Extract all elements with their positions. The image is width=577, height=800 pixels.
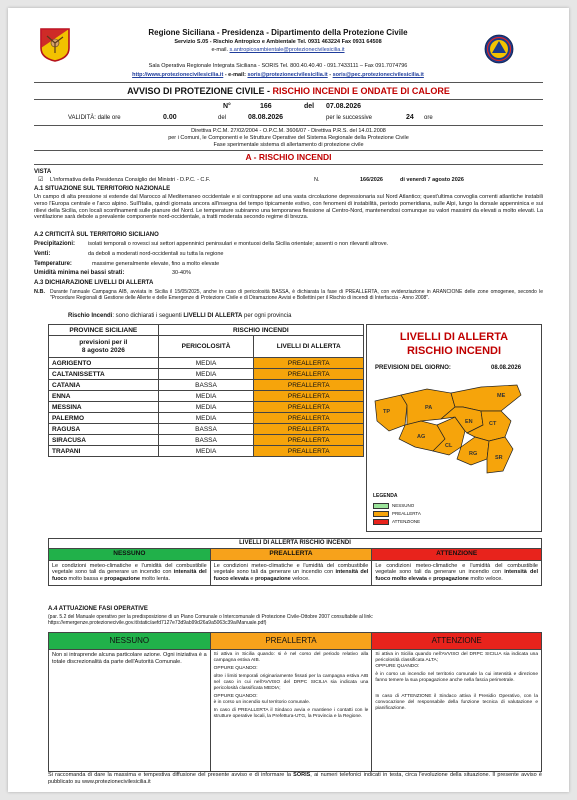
map-label-ag: AG — [417, 434, 426, 440]
preallerta-desc-c: e — [248, 576, 255, 583]
legend-item-nessuno — [373, 502, 421, 510]
alert-level: PREALLERTA — [254, 380, 364, 391]
validity-from-date: 08.08.2026 — [248, 114, 284, 121]
preallerta-desc-d: propagazione — [254, 576, 291, 583]
att-line-2: OPPURE QUANDO: — [375, 664, 420, 669]
validity-del: del — [218, 115, 227, 121]
notice-del-label: del — [304, 103, 315, 110]
header-email-line — [78, 47, 478, 54]
legend-swatch-preallerta — [373, 511, 389, 517]
header-email-label: e-mail. — [211, 47, 230, 53]
vista-checkbox[interactable]: ☑ — [38, 177, 44, 183]
phases-body-row — [49, 650, 542, 772]
att-line-4: In caso di ATTENZIONE il Sindaco attiva il Presidio Operativo, con la convocazione del responsabile della funzione tecnica di valutazione e pianificazione. — [375, 694, 538, 711]
alert-levels-table — [48, 538, 542, 586]
a2-precip-label: Precipitazioni: — [34, 241, 76, 247]
preallerta-desc-b: intensità del fuoco elevata — [213, 569, 369, 583]
a2-temp: massime generalmente elevate, fino a molto elevate — [92, 261, 220, 267]
legend-swatch-attenzione — [373, 519, 389, 525]
civil-protection-emblem — [484, 34, 514, 64]
a1-heading: A.1 SITUAZIONE SUL TERRITORIO NAZIONALE — [34, 186, 171, 192]
att-line-3: è in corso un incendio nel territorio comunale la cui intensità e direzione fanno temere la sua propagazione anche nella fascia perimetrale. — [375, 672, 538, 683]
danger-level: MEDIA — [158, 413, 254, 424]
province-name: MESSINA — [49, 402, 159, 413]
table-subheader-row — [49, 336, 364, 358]
nessuno-desc-d: propagazione — [104, 576, 141, 583]
a2-heading: A.2 CRITICITÀ SUL TERRITORIO SICILIANO — [34, 232, 159, 238]
map-province-tp — [375, 395, 407, 431]
table-row — [49, 424, 364, 435]
footer-note — [48, 772, 542, 786]
attenzione-desc-e: molto veloce. — [468, 576, 503, 583]
attenzione-desc-b: intensità del fuoco molto elevata — [375, 569, 538, 583]
phase-attenzione-header: ATTENZIONE — [372, 633, 542, 650]
map-label-pa: PA — [425, 405, 433, 411]
map-forecast-label: PREVISIONI DEL GIORNO: — [375, 365, 451, 371]
notice-number-label: N° — [223, 103, 231, 110]
attenzione-desc-c: e — [426, 576, 434, 583]
phases-header-row — [49, 633, 542, 650]
danger-level: BASSA — [158, 435, 254, 446]
declaration-line — [68, 313, 291, 320]
declaration-levels: LIVELLI DI ALLERTA — [183, 313, 243, 319]
col-provinces: PROVINCE SICILIANE — [49, 325, 159, 336]
preallerta-desc-a: Le condizioni meteo-climatiche e l'umidità del combustibile vegetale sono tali da generare un incendio con — [213, 562, 369, 576]
province-name: CALTANISSETTA — [49, 369, 159, 380]
table-row — [49, 402, 364, 413]
danger-level: MEDIA — [158, 369, 254, 380]
level-preallerta-desc — [210, 560, 372, 585]
level-attenzione-header: ATTENZIONE — [372, 548, 542, 560]
col-level: LIVELLI DI ALLERTA — [254, 336, 364, 358]
notice-date: 07.08.2026 — [326, 103, 362, 110]
province-name: TRAPANI — [49, 446, 159, 457]
col-risk: RISCHIO INCENDI — [158, 325, 363, 336]
alert-level: PREALLERTA — [254, 413, 364, 424]
header-web-line — [68, 72, 488, 79]
legend-swatch-nessuno — [373, 503, 389, 509]
att-line-1: Si attiva in Sicilia quando nell'AVVISO del DRPC SICILIA sia indicata una pericolosità classificata ALTA; — [375, 652, 538, 663]
map-label-ct: CT — [489, 421, 497, 427]
header-email-link[interactable]: s.antropicoambientale@protezionecivilesicilia.it — [229, 47, 345, 53]
danger-level: MEDIA — [158, 402, 254, 413]
table-row — [49, 380, 364, 391]
a3-nb-text: Durante l'annuale Campagna AIB, avviata in Sicilia il 15/05/2025, anche in caso di pericolosità BASSA, è dichiarata la fase di PREALLERTA, con evidenziazione in ARANCIONE delle zone omogenee, secondo le "Procedure Regionali di Gestione delle Allerte e delle Emergenze di Protezione Civile e di Diramazione Avvisi e Bollettini per il Rischio di incendi di Interfaccia - Anno 2008". — [50, 289, 543, 302]
a3-nb-label: N.B. — [34, 289, 45, 295]
validity-label: VALIDITÀ: dalle ore — [68, 115, 121, 121]
level-attenzione-desc — [372, 560, 542, 585]
declaration-risk: Rischio Incendi — [68, 313, 113, 319]
alert-level: PREALLERTA — [254, 402, 364, 413]
preallerta-desc-e: veloce. — [290, 576, 310, 583]
a2-wind-label: Venti: — [34, 251, 51, 257]
phase-attenzione-text — [372, 650, 542, 772]
header-pec-link[interactable]: soris@pec.protezionecivilesicilia.it — [332, 72, 424, 78]
forecast-label: previsioni per il — [79, 338, 128, 346]
vista-n-label: N. — [314, 177, 320, 183]
header-title: Regione Siciliana - Presidenza - Dipartimento della Protezione Civile — [148, 28, 408, 37]
a4-text: (par. 5.2 del Manuale operativo per la predisposizione di un Piano Comunale o Intercomunale di Protezione Civile-Ottobre 2007 consultabile al link: https://emergenze.protezionecivile.gov.it/static/aefd7127e73d9ab99d26a9a5063c39a/Manuale.pdf) — [48, 614, 374, 627]
a2-wind: da deboli a moderati nord-occidentali su tutta la regione — [88, 251, 224, 257]
notice-title — [34, 86, 543, 97]
title-divider — [34, 99, 543, 100]
vista-n-value: 166/2026 — [360, 177, 383, 183]
declaration-mid: : sono dichiarati i seguenti — [112, 313, 184, 319]
header-sep2: - — [327, 72, 333, 78]
header-email2-link[interactable]: soris@protezionecivilesicilia.it — [247, 72, 328, 78]
phase-nessuno-header: NESSUNO — [49, 633, 211, 650]
table-row — [49, 391, 364, 402]
province-name: ENNA — [49, 391, 159, 402]
province-rows — [49, 358, 364, 457]
nessuno-desc-c: molto bassa e — [66, 576, 105, 583]
section-a-title: A - RISCHIO INCENDI — [245, 152, 332, 162]
province-name: RAGUSA — [49, 424, 159, 435]
validity-from-hour: 0.00 — [163, 114, 177, 121]
nessuno-desc-e: molto lenta. — [140, 576, 171, 583]
table-header-row — [49, 325, 364, 336]
map-label-cl: CL — [445, 443, 453, 449]
a3-heading: A.3 DICHIARAZIONE LIVELLI DI ALLERTA — [34, 280, 154, 286]
header-divider — [34, 82, 543, 83]
declaration-end: per ogni provincia — [242, 313, 292, 319]
level-nessuno-desc — [49, 560, 211, 585]
danger-level: MEDIA — [158, 391, 254, 402]
validity-hours-unit: ore — [424, 115, 433, 121]
footer-soris: SORIS — [293, 772, 311, 778]
map-forecast-date: 08.08.2026 — [491, 365, 522, 371]
table-row — [49, 358, 364, 369]
levels-title-row — [49, 539, 542, 549]
province-name: AGRIGENTO — [49, 358, 159, 369]
attenzione-desc-a: Le condizioni meteo-climatiche e l'umidità del combustibile vegetale sono tali da generare un incendio con — [375, 562, 538, 576]
directive-line-1: Direttiva P.C.M. 27/02/2004 - O.P.C.M. 3606/07 - Direttiva P.R.S. del 14.01.2008 — [191, 128, 386, 134]
directive-line-3: Fase sperimentale sistema di allertamento di protezione civile — [213, 142, 364, 148]
prea-line-4: OPPURE QUANDO: — [213, 694, 258, 699]
alert-level: PREALLERTA — [254, 424, 364, 435]
document-page — [8, 8, 569, 792]
levels-title: LIVELLI DI ALLERTA RISCHIO INCENDI — [49, 539, 542, 549]
a2-temp-label: Temperature: — [34, 261, 72, 267]
map-label-sr: SR — [495, 455, 503, 461]
phase-preallerta-text — [210, 650, 372, 772]
operational-phases-table — [48, 632, 542, 772]
map-label-tp: TP — [383, 409, 391, 415]
map-label-me: ME — [497, 393, 506, 399]
validity-hours: 24 — [406, 114, 414, 121]
nessuno-desc-b: intensità del fuoco — [52, 569, 207, 583]
directive-divider — [34, 150, 543, 151]
nessuno-desc-a: Le condizioni meteo-climatiche e l'umidità del combustibile vegetale sono tali da generare un incendio con — [52, 562, 207, 576]
vista-text: L'informativa della Presidenza Consiglio dei Ministri - D.P.C. - C.F. — [50, 177, 211, 183]
table-row — [49, 413, 364, 424]
map-title-2: RISCHIO INCENDI — [406, 345, 502, 357]
table-row — [49, 369, 364, 380]
footer-text-a: Si raccomanda di dare la massima e tempestiva diffusione del presente avviso e di informare la — [48, 772, 294, 778]
danger-level: MEDIA — [158, 358, 254, 369]
legend-label-attenzione: ATTENZIONE — [392, 519, 421, 524]
province-name: SIRACUSA — [49, 435, 159, 446]
notice-title-a: AVVISO DI PROTEZIONE CIVILE - — [127, 86, 273, 96]
alert-level: PREALLERTA — [254, 369, 364, 380]
vista-heading: VISTA — [34, 169, 52, 175]
prea-line-5: è in corso un incendio sul territorio comunale. — [213, 700, 311, 705]
legend-label-nessuno: NESSUNO — [392, 503, 415, 508]
notice-number: 166 — [260, 103, 272, 110]
danger-level: MEDIA — [158, 446, 254, 457]
map-legend — [373, 502, 421, 526]
sicily-coat-of-arms-logo — [40, 28, 70, 62]
map-label-en: EN — [465, 419, 473, 425]
validity-divider — [34, 125, 543, 126]
prea-line-6: In caso di PREALLERTA il Sindaco avvia e mantiene i contatti con le strutture operative locali, la Prefettura-UTG, la Provincia e la Regione. — [213, 708, 369, 719]
validity-next-label: per le successive — [326, 115, 373, 121]
prea-line-2: OPPURE QUANDO: — [213, 666, 258, 671]
forecast-date: 8 agosto 2026 — [81, 346, 125, 354]
legend-title: LEGENDA — [373, 493, 398, 499]
table-row — [49, 446, 364, 457]
header-website-link[interactable]: http://www.protezionecivilesicilia.it — [132, 72, 224, 78]
directive-line-2: per i Comuni, le Componenti e le Strutture Operative del Sistema Regionale della Protezione Civile — [168, 135, 409, 141]
sicily-map — [371, 381, 539, 481]
alert-map-box — [366, 324, 542, 532]
province-alert-table — [48, 324, 364, 457]
footer-text-b: , ai numeri telefonici indicati in testa, circa l'evoluzione della situazione. Il presente avviso è pubblicato su www.protezionecivilesicilia.it — [48, 772, 542, 785]
phase-nessuno-text: Non si intraprende alcuna particolare azione. Ogni iniziativa è a totale discrezionalità da parte dell'Autorità Comunale. — [49, 650, 211, 772]
attenzione-desc-d: propagazione — [433, 576, 469, 583]
level-preallerta-header: PREALLERTA — [210, 548, 372, 560]
legend-label-preallerta: PREALLERTA — [392, 511, 421, 516]
legend-item-attenzione — [373, 518, 421, 526]
danger-level: BASSA — [158, 424, 254, 435]
levels-header-row — [49, 548, 542, 560]
a2-humidity: 30-40% — [172, 270, 191, 276]
prea-line-3: oltre i limiti temporali originariamente fissati per la campagna estiva AIB nel caso in cui nell'AVVISO del DRPC SICILIA sia indicata una pericolosità classificata MEDIA; — [213, 674, 369, 691]
alert-level: PREALLERTA — [254, 446, 364, 457]
header-room: Sala Operativa Regionale Integrata Siciliana - SORIS Tel. 800.40.40.40 - 091.7433111 – Fax 091.7074796 — [148, 63, 408, 69]
map-title-1: LIVELLI DI ALLERTA — [399, 331, 509, 343]
province-name: CATANIA — [49, 380, 159, 391]
vista-date: di venerdì 7 agosto 2026 — [400, 177, 464, 183]
level-nessuno-header: NESSUNO — [49, 548, 211, 560]
levels-desc-row — [49, 560, 542, 585]
alert-level: PREALLERTA — [254, 358, 364, 369]
header-web-sep: - e-mail: — [223, 72, 248, 78]
map-label-rg: RG — [469, 451, 478, 457]
alert-level: PREALLERTA — [254, 391, 364, 402]
prea-line-1: Si attiva in Sicilia quando: si è nel corso del periodo relativo alla campagna estiva AIB. — [213, 652, 369, 663]
table-row — [49, 435, 364, 446]
province-name: PALERMO — [49, 413, 159, 424]
header-service: Servizio S.05 - Rischio Antropico e Ambientale Tel. 0931 463224 Fax 0931 64508 — [174, 39, 382, 45]
a1-text: Un campo di alta pressione si estende dal Marocco al Mediterraneo occidentale e si contrappone ad una vasta circolazione depressionaria sul Nord Atlantico; quest'ultima convoglia correnti atlantiche instabili verso l'Europa centrale e l'arco alpino. Sull'Italia, quindi giornata ancora all'insegna del tempo tipicamente estivo, con fenomeni di instabilità, periodo pomeridiana, sulle Alpi, lungo la dorsale appenninica e sui rilievi della Sicilia, con locali sconfinamenti sulle pianure del Nord. Le temperature subiranno una temporanea flessione al Centro-Nord, mantenendosi comunque su valori massimi da elevati a molto elevati. La ventilazione sarà debole a prevalente componente nord-occidentale, a tratti moderata secondo regime di brezza. — [34, 194, 543, 221]
a2-humidity-label: Umidità minima nei bassi strati: — [34, 270, 125, 276]
section-a-divider — [34, 164, 543, 165]
col-forecast — [49, 336, 159, 358]
phase-preallerta-header: PREALLERTA — [210, 633, 372, 650]
notice-title-b: RISCHIO INCENDI E ONDATE DI CALORE — [272, 86, 450, 96]
a4-heading: A.4 ATTUAZIONE FASI OPERATIVE — [48, 606, 148, 612]
legend-item-preallerta — [373, 510, 421, 518]
a2-precip: isolati temporali o rovesci sui settori appenninici peninsulari e montuosi della Sicilia orientale; assenti o non rilevanti altrove. — [88, 241, 389, 247]
col-danger: PERICOLOSITÀ — [158, 336, 254, 358]
danger-level: BASSA — [158, 380, 254, 391]
alert-level: PREALLERTA — [254, 435, 364, 446]
